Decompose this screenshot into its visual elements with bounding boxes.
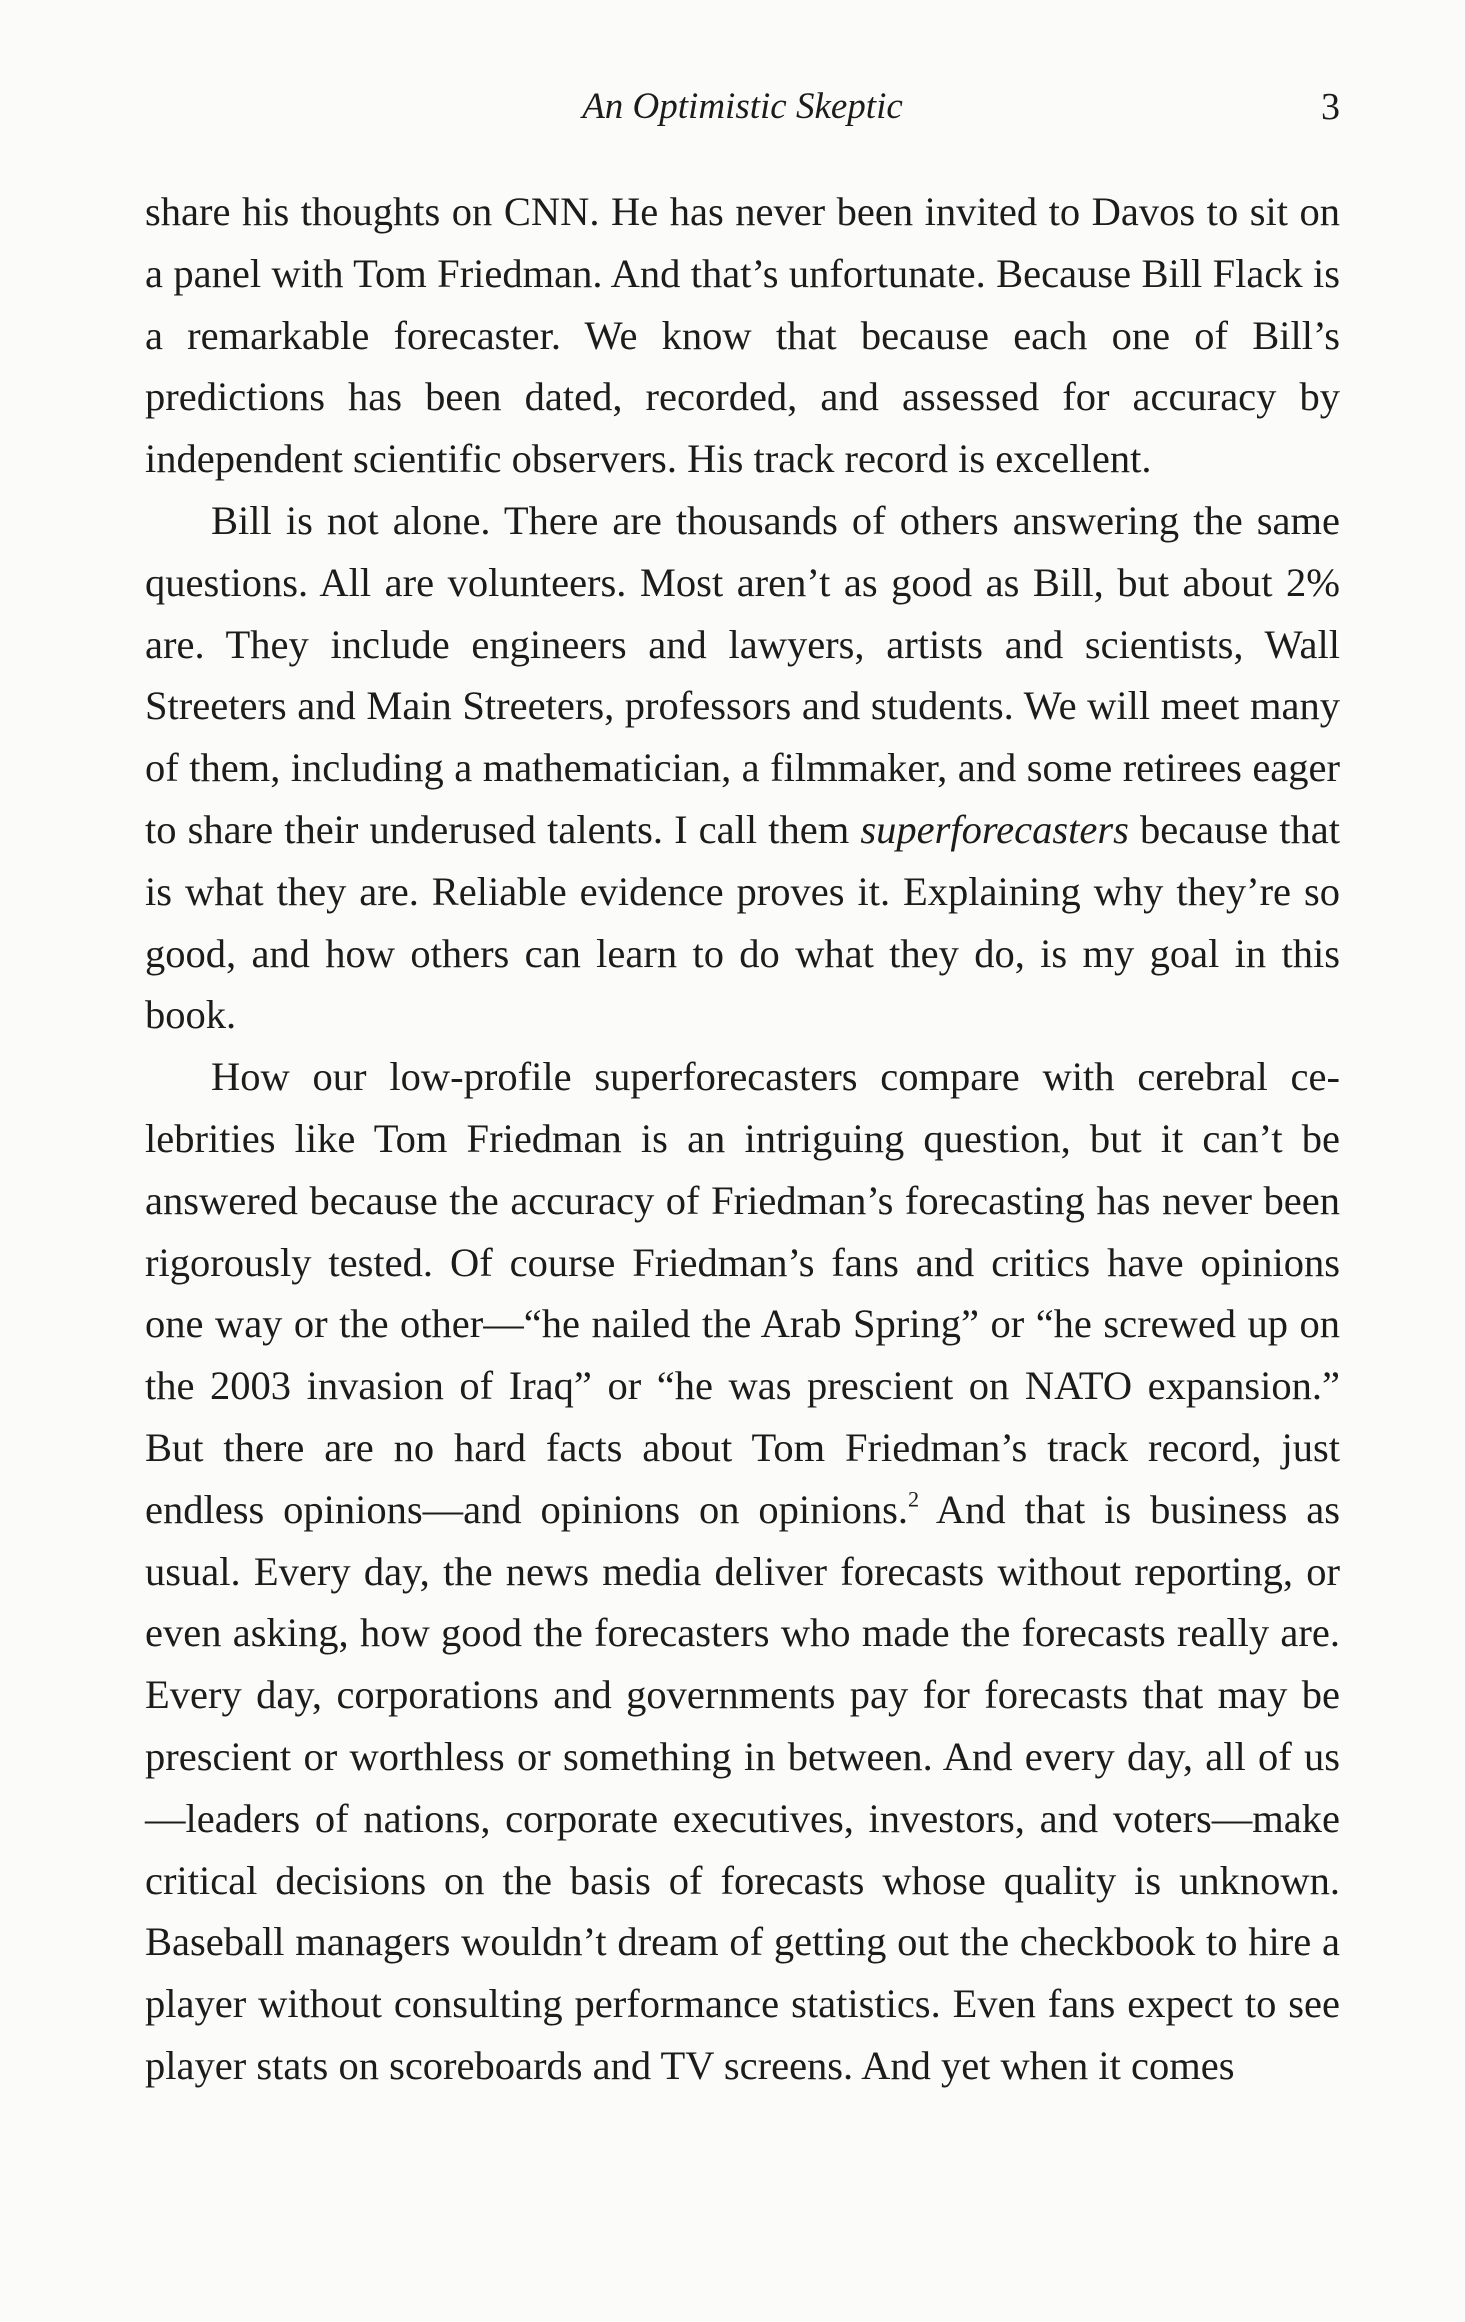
body-text xyxy=(145,181,1340,2097)
paragraph-3 xyxy=(145,1046,1340,2097)
paragraph-2-text-start: Bill is not alone. There are thousands of others answering the same questions. All are volunteers. Most aren’t as good as Bill, but about 2% are. They include engineers and lawyers, artists and scientists, Wall Streeters and Main Streeters, professors and students. We will meet many of them, including a mathematician, a filmmaker, and some retirees eager to share their underused talents. I call them xyxy=(145,497,1340,852)
paragraph-1 xyxy=(145,181,1340,490)
running-title: An Optimistic Skeptic xyxy=(582,86,903,127)
paragraph-1-text: share his thoughts on CNN. He has never been invited to Davos to sit on a panel with Tom Friedman. And that’s unfortunate. Because Bill Flack is a remarkable forecaster. We know that because each one of Bill’s predictions has been dated, recorded, and assessed for accuracy by independent scientific observers. His track record is excellent. xyxy=(145,189,1340,482)
paragraph-2-text-end: because that is what they are. Reliable evidence proves it. Explaining why they’re so good, and how others can learn to do what they do, is my goal in this book. xyxy=(145,806,1340,1038)
running-head xyxy=(145,82,1340,132)
paragraph-2 xyxy=(145,490,1340,1046)
footnote-marker: 2 xyxy=(908,1486,920,1512)
paragraph-3-text-start: How our low-profile superforecasters compare with cerebral celebrities like Tom Friedman is an intriguing question, but it can’t be answered because the accuracy of Friedman’s forecasting has never been rigorously tested. Of course Friedman’s fans and critics have opinions one way or the other—“he nailed the Arab Spring” or “he screwed up on the 2003 invasion of Iraq” or “he was prescient on NATO expansion.” But there are no hard facts about Tom Friedman’s track record, just endless opinions—and opinions on opinions. xyxy=(145,1054,1340,1532)
paragraph-3-text-end: And that is business as usual. Every day, the news media deliver forecasts without reporting, or even asking, how good the forecasters who made the forecasts really are. Every day, corporations and governments pay for forecasts that may be prescient or worthless or something in between. And every day, all of us—leaders of nations, corporate executives, investors, and voters—make critical decisions on the basis of forecasts whose quality is unknown. Baseball managers wouldn’t dream of getting out the checkbook to hire a player without consulting performance statistics. Even fans expect to see player stats on scoreboards and TV screens. And yet when it comes xyxy=(145,1486,1340,2088)
page-number: 3 xyxy=(1321,86,1340,128)
superforecasters-emphasis: superforecasters xyxy=(860,806,1129,852)
